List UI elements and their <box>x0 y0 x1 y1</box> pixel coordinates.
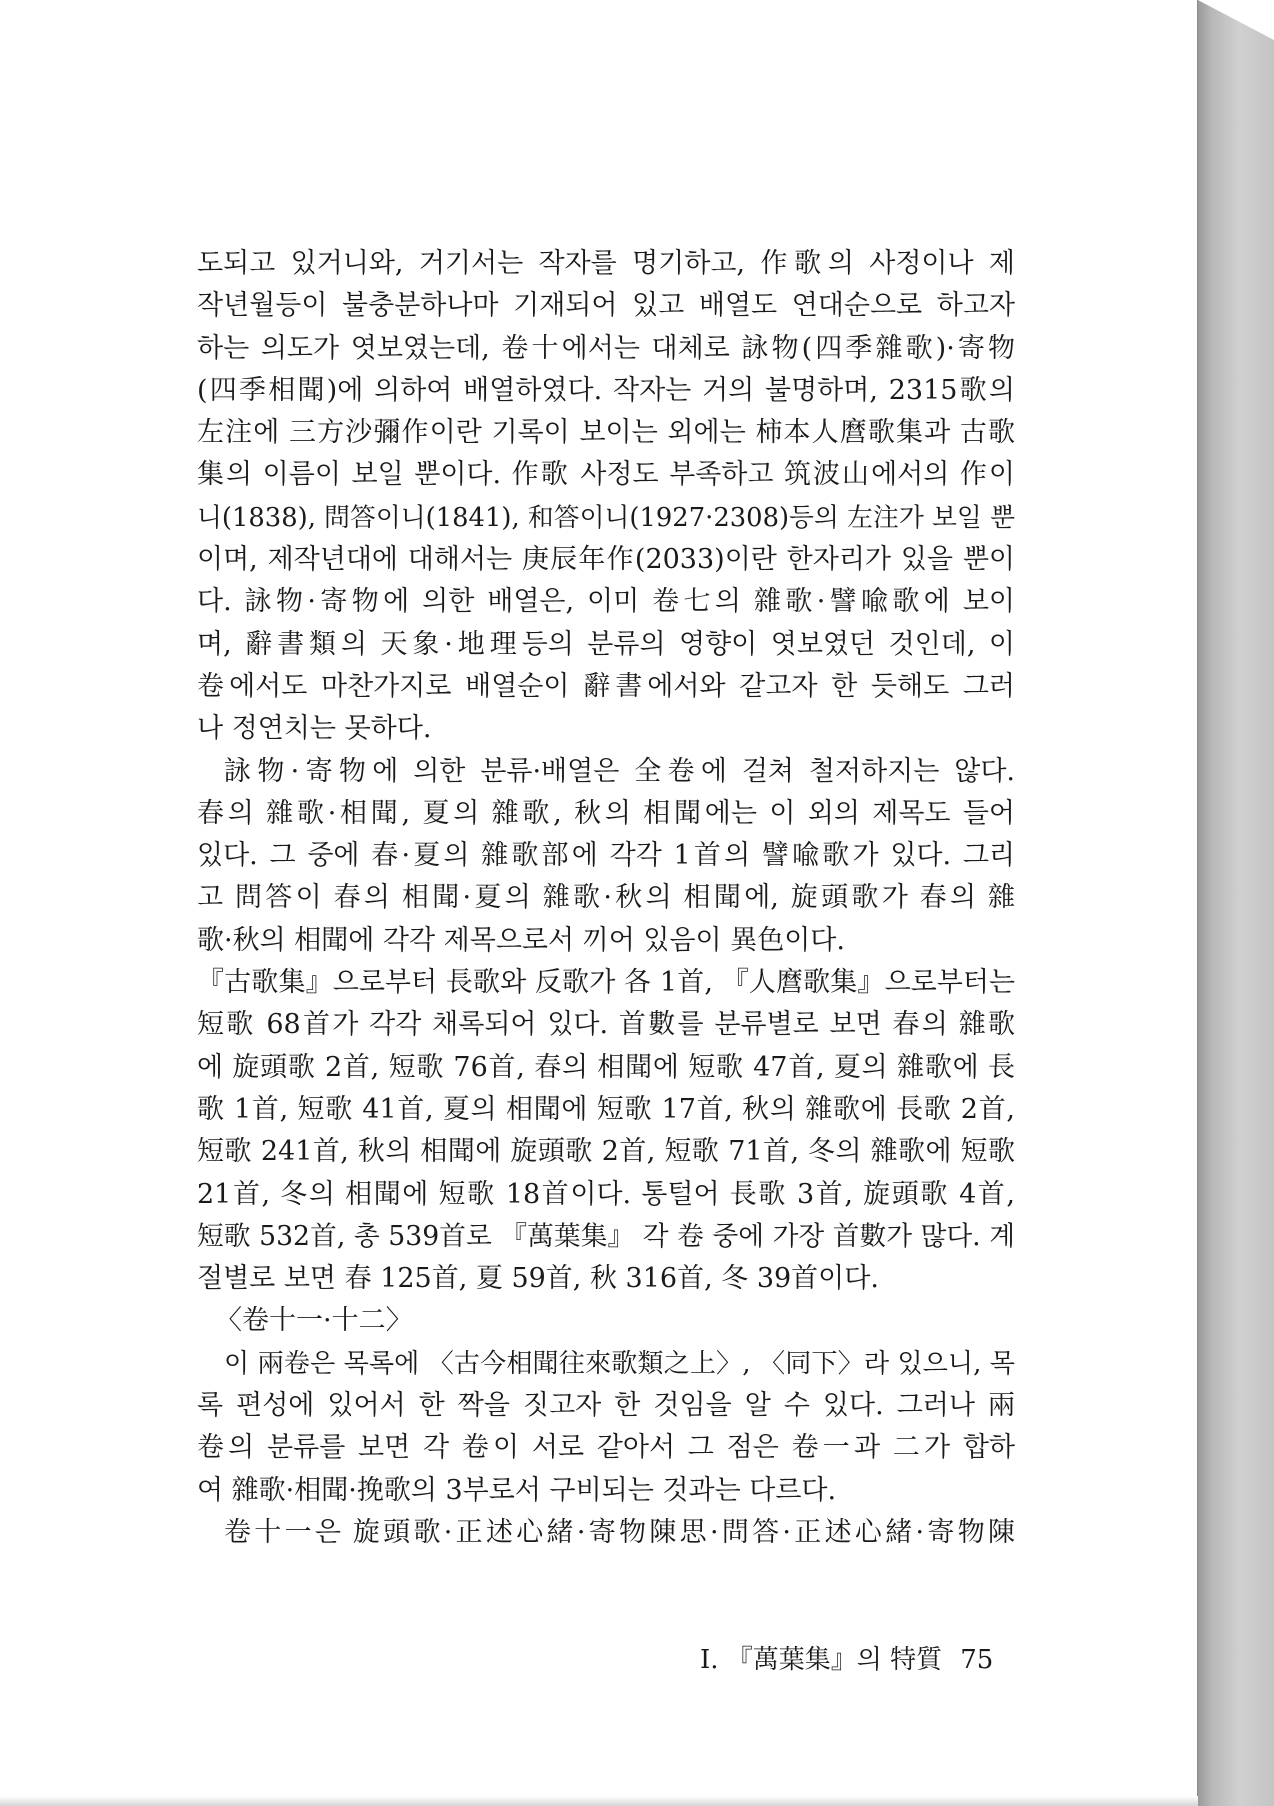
text-line: 이며, 제작년대에 대해서는 庚辰年作(2033)이란 한자리가 있을 뿐이 <box>197 544 1015 576</box>
text-line: 작년월등이 불충분하나마 기재되어 있고 배열도 연대순으로 하고자 <box>197 290 1015 322</box>
text-line: 니(1838), 問答이니(1841), 和答이니(1927·2308)등의 左注가 보일 뿐 <box>197 502 1015 533</box>
text-line: 左注에 三方沙彌作이란 기록이 보이는 외에는 柿本人麿歌集과 古歌 <box>197 417 1015 449</box>
text-line: 集의 이름이 보일 뿐이다. 作歌 사정도 부족하고 筑波山에서의 作이 <box>197 459 1015 491</box>
text-line: 詠物·寄物에 의한 분류·배열은 全卷에 걸쳐 철저하지는 않다. <box>224 755 1015 787</box>
text-line: 卷의 분류를 보면 각 卷이 서로 같아서 그 점은 卷一과 二가 합하 <box>197 1432 1015 1464</box>
text-line: 卷에서도 마찬가지로 배열순이 辭書에서와 같고자 한 듯해도 그러 <box>197 670 1015 702</box>
text-line: 다. 詠物·寄物에 의한 배열은, 이미 卷七의 雜歌·譬喩歌에 보이 <box>197 586 1015 618</box>
book-page-edge <box>1198 0 1274 1806</box>
text-line: 『古歌集』으로부터 長歌와 反歌가 各 1首, 『人麿歌集』으로부터는 <box>197 967 1015 999</box>
text-line: 短歌 68首가 각각 채록되어 있다. 首數를 분류별로 보면 春의 雜歌 <box>197 1009 1015 1041</box>
page-number: 75 <box>960 1645 994 1675</box>
text-line: 고 問答이 春의 相聞·夏의 雜歌·秋의 相聞에, 旋頭歌가 春의 雜 <box>197 882 1015 914</box>
section-heading: 〈卷十一·十二〉 <box>215 1305 413 1337</box>
text-line: 21首, 冬의 相聞에 短歌 18首이다. 통털어 長歌 3首, 旋頭歌 4首, <box>197 1178 1015 1210</box>
text-line: 短歌 241首, 秋의 相聞에 旋頭歌 2首, 短歌 71首, 冬의 雜歌에 短歌 <box>197 1136 1015 1168</box>
page-bottom-shadow <box>0 1796 1198 1806</box>
text-line: 卷十一은 旋頭歌·正述心緒·寄物陳思·問答·正述心緒·寄物陳 <box>224 1516 1015 1548</box>
text-line: 여 雜歌·相聞·挽歌의 3부로서 구비되는 것과는 다르다. <box>197 1474 837 1506</box>
text-line: 短歌 532首, 총 539首로 『萬葉集』 각 卷 중에 가장 首數가 많다. 계 <box>197 1220 1015 1252</box>
text-line: 절별로 보면 春 125首, 夏 59首, 秋 316首, 冬 39首이다. <box>197 1263 879 1295</box>
text-line: 나 정연치는 못하다. <box>197 713 432 745</box>
text-line: 하는 의도가 엿보였는데, 卷十에서는 대체로 詠物(四季雜歌)·寄物 <box>197 332 1015 364</box>
running-title: Ⅰ. 『萬葉集』의 特質 <box>700 1645 943 1675</box>
text-line: 歌·秋의 相聞에 각각 제목으로서 끼어 있음이 異色이다. <box>197 924 845 956</box>
text-line: 도되고 있거니와, 거기서는 작자를 명기하고, 作歌의 사정이나 제 <box>197 248 1015 279</box>
text-line: 록 편성에 있어서 한 짝을 짓고자 한 것임을 알 수 있다. 그러나 兩 <box>197 1390 1015 1422</box>
text-line: 있다. 그 중에 春·夏의 雜歌部에 각각 1首의 譬喩歌가 있다. 그리 <box>197 840 1015 872</box>
body-text <box>197 243 1015 1554</box>
text-line: 며, 辭書類의 天象·地理등의 분류의 영향이 엿보였던 것인데, 이 <box>197 628 1015 660</box>
text-line: 春의 雜歌·相聞, 夏의 雜歌, 秋의 相聞에는 이 외의 제목도 들어 <box>197 797 1015 829</box>
text-line: 歌 1首, 短歌 41首, 夏의 相聞에 短歌 17首, 秋의 雜歌에 長歌 2首, <box>197 1093 1015 1125</box>
text-line: (四季相聞)에 의하여 배열하였다. 작자는 거의 불명하며, 2315歌의 <box>197 374 1015 406</box>
text-line: 이 兩卷은 목록에 〈古今相聞往來歌類之上〉, 〈同下〉라 있으니, 목 <box>224 1348 1015 1379</box>
text-line: 에 旋頭歌 2首, 短歌 76首, 春의 相聞에 短歌 47首, 夏의 雜歌에 長 <box>197 1051 1015 1083</box>
page-footer <box>700 1640 994 1680</box>
